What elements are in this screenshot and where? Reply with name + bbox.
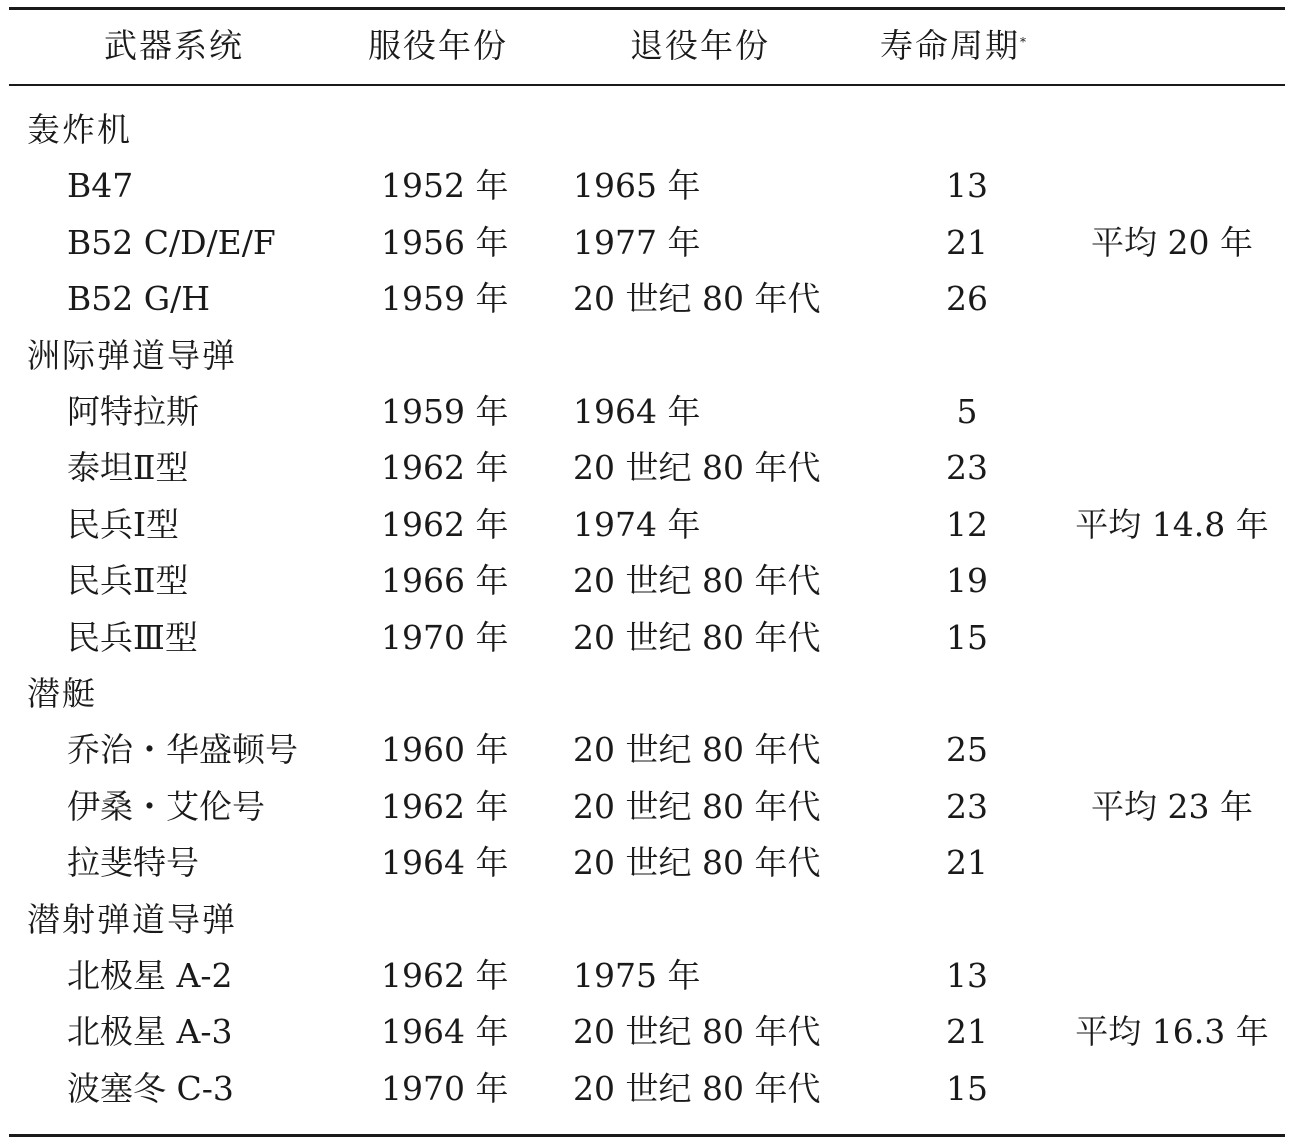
category-label: 潜艇	[27, 674, 97, 713]
weapon-name: 波塞冬 C-3	[67, 1068, 234, 1108]
end-year: 20 世纪 80 年代	[573, 279, 821, 319]
header-rule	[9, 84, 1285, 86]
end-year: 20 世纪 80 年代	[573, 843, 821, 883]
end-year: 20 世纪 80 年代	[573, 786, 821, 826]
lifecycle-value: 15	[946, 1068, 988, 1108]
group-average: 平均 20 年	[1091, 222, 1253, 262]
weapon-name: 民兵Ⅲ型	[67, 617, 198, 657]
header-start-year: 服役年份	[368, 26, 508, 65]
group-average: 平均 14.8 年	[1075, 504, 1269, 544]
end-year: 1964 年	[573, 392, 701, 431]
end-year: 20 世纪 80 年代	[573, 1068, 821, 1108]
weapon-name: 泰坦Ⅱ型	[67, 448, 189, 488]
header-end-year: 退役年份	[630, 26, 770, 65]
start-year: 1959 年	[381, 279, 509, 319]
weapon-name: B52 G/H	[67, 279, 210, 319]
start-year: 1970 年	[381, 617, 509, 657]
start-year: 1970 年	[381, 1068, 509, 1108]
lifecycle-value: 12	[946, 504, 988, 544]
weapon-name: 民兵Ⅰ型	[67, 504, 180, 544]
end-year: 1965 年	[573, 166, 701, 206]
header-lifecycle	[880, 18, 1028, 74]
header-lifecycle-label: 寿命周期	[880, 26, 1020, 65]
start-year: 1964 年	[381, 843, 509, 883]
lifecycle-value: 25	[946, 730, 988, 770]
start-year: 1952 年	[381, 166, 509, 206]
lifecycle-value: 23	[946, 786, 988, 826]
start-year: 1962 年	[381, 504, 509, 544]
weapon-name: B52 C/D/E/F	[67, 222, 276, 262]
lifecycle-value: 13	[946, 166, 988, 206]
start-year: 1960 年	[381, 730, 509, 770]
start-year: 1966 年	[381, 561, 509, 601]
start-year: 1962 年	[381, 956, 509, 995]
end-year: 20 世纪 80 年代	[573, 1012, 821, 1052]
category-label: 洲际弹道导弹	[27, 335, 237, 375]
end-year: 1975 年	[573, 956, 701, 995]
end-year: 20 世纪 80 年代	[573, 561, 821, 601]
footnote-mark: *	[1020, 35, 1028, 49]
end-year: 20 世纪 80 年代	[573, 730, 821, 770]
end-year: 20 世纪 80 年代	[573, 617, 821, 657]
weapon-name: 乔治・华盛顿号	[67, 730, 298, 770]
lifecycle-value: 26	[946, 279, 988, 319]
end-year: 1977 年	[573, 222, 701, 262]
weapon-name: 阿特拉斯	[67, 392, 199, 431]
weapon-name: 伊桑・艾伦号	[67, 786, 265, 826]
lifecycle-value: 5	[956, 392, 978, 431]
lifecycle-value: 21	[946, 843, 988, 883]
header-system: 武器系统	[104, 26, 244, 65]
weapon-name: B47	[67, 166, 134, 206]
lifecycle-value: 23	[946, 448, 988, 488]
weapon-name: 民兵Ⅱ型	[67, 561, 189, 601]
lifecycle-value: 13	[946, 956, 988, 995]
start-year: 1962 年	[381, 448, 509, 488]
end-year: 20 世纪 80 年代	[573, 448, 821, 488]
end-year: 1974 年	[573, 504, 701, 544]
start-year: 1956 年	[381, 222, 509, 262]
lifecycle-value: 21	[946, 1012, 988, 1052]
start-year: 1962 年	[381, 786, 509, 826]
category-label: 轰炸机	[27, 110, 132, 149]
start-year: 1959 年	[381, 392, 509, 431]
weapon-name: 拉斐特号	[67, 843, 199, 883]
weapon-name: 北极星 A-3	[67, 1012, 233, 1052]
category-label: 潜射弹道导弹	[27, 899, 237, 939]
lifecycle-value: 19	[946, 561, 988, 601]
lifecycle-value: 15	[946, 617, 988, 657]
bottom-rule	[9, 1134, 1285, 1137]
group-average: 平均 16.3 年	[1075, 1012, 1269, 1052]
top-rule	[9, 7, 1285, 10]
lifecycle-value: 21	[946, 222, 988, 262]
start-year: 1964 年	[381, 1012, 509, 1052]
weapon-name: 北极星 A-2	[67, 956, 233, 995]
group-average: 平均 23 年	[1091, 786, 1253, 826]
